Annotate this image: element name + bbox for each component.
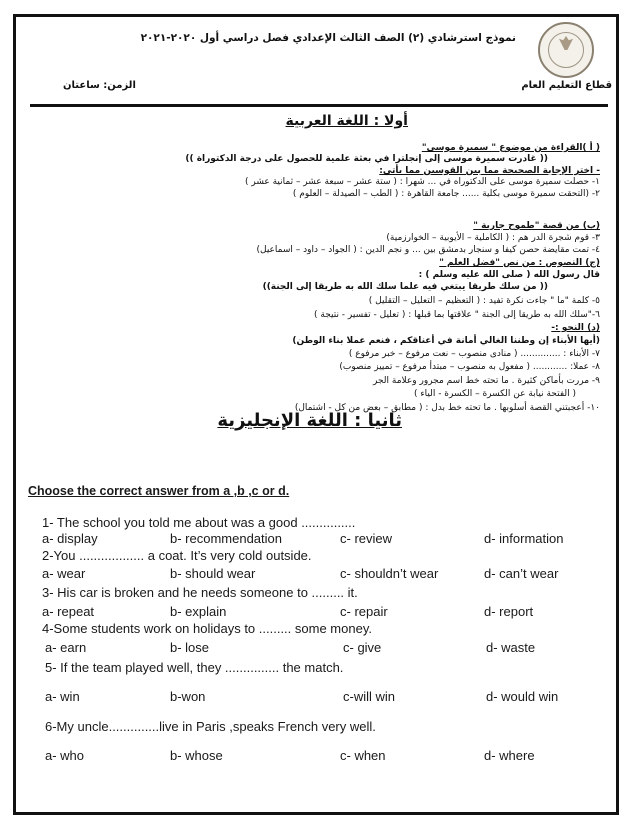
q5-option-d: d- would win (486, 689, 559, 704)
hadith-intro: قال رسول الله ( صلى الله عليه وسلم ) : (418, 270, 600, 280)
q3-option-a: a- repeat (42, 604, 95, 619)
ministry-seal-icon (538, 22, 594, 78)
english-question-5: 5- If the team played well, they ............... the match. (45, 660, 344, 675)
q2-option-d: d- can’t wear (484, 566, 559, 581)
english-question-4: 4-Some students work on holidays to ......... some money. (42, 621, 372, 636)
q1-option-a: a- display (42, 531, 98, 546)
arabic-question-6: ٦-"سلك الله به طريقا إلى الجنة " علاقتها بما قبلها : ( تعليل - تفسير - نتيجة ) (314, 310, 600, 320)
part-a-title: ( أ )القراءة من موضوع " سميرة موسى" (421, 143, 600, 153)
exam-title: نموذج استرشادي (٢) الصف الثالث الإعدادي فصل دراسي أول ٢٠٢٠-٢٠٢١ (140, 32, 516, 44)
hadith-text: (( من سلك طريقا يبتغي فيه علما سلك الله به طريقا إلى الجنة)) (262, 282, 548, 292)
grammar-quote: (أيها الأبناء إن وطننا الغالي أمانة في أعناقكم ، فنعم عملا بناء الوطن) (292, 336, 600, 346)
q4-option-c: c- give (343, 640, 382, 655)
arabic-question-3: ٣- قوم شجرة الدر هم : ( الكاملية – الأيوبية – الخوارزمية) (386, 233, 600, 243)
arabic-question-4: ٤- تمت مقايضة حصن كيفا و سنجار بدمشق بين ... و نجم الدين : ( الجواد – داود – اسماعيل) (256, 245, 600, 255)
english-instruction: Choose the correct answer from a ,b ,c or d. (28, 484, 290, 498)
header-divider (30, 104, 608, 107)
part-d-title: (د) النحو :- (551, 323, 600, 333)
q6-option-c: c- when (340, 748, 386, 763)
arabic-question-1: ١- حصلت سميرة موسى على الدكتوراه في ... شهرا : ( ستة عشر – سبعة عشر – ثمانية عشر ) (244, 177, 600, 187)
q5-option-c: c-will win (343, 689, 395, 704)
q6-option-a: a- who (45, 748, 85, 763)
q3-option-d: d- report (484, 604, 534, 619)
q6-option-b: b- whose (170, 748, 223, 763)
english-question-1: 1- The school you told me about was a good ............... (42, 515, 356, 530)
arabic-question-8: ٨- عملا: ............ ( مفعول به منصوب – مبتدأ مرفوع – تمييز منصوب) (339, 362, 600, 372)
exam-duration: الزمن: ساعتان (63, 80, 136, 91)
q4-option-a: a- earn (45, 640, 87, 655)
q2-option-a: a- wear (42, 566, 86, 581)
q4-option-b: b- lose (170, 640, 210, 655)
arabic-question-9: ٩- مررت بأماكن كثيرة . ما تحته خط اسم مجرور وعلامة الجر (373, 376, 600, 386)
arabic-question-2: ٢- (التحقت سميرة موسى بكلية ...... جامعة القاهرة : ( الطب – الصيدلة – العلوم ) (292, 189, 600, 199)
english-question-3: 3- His car is broken and he needs someone to ......... it. (42, 585, 358, 600)
q5-option-b: b-won (170, 689, 206, 704)
q6-option-d: d- where (484, 748, 535, 763)
english-section-title: ثانيا : اللغة الإنجليزية (217, 410, 402, 431)
q2-option-b: b- should wear (170, 566, 256, 581)
q3-option-c: c- repair (340, 604, 388, 619)
sector-label: قطاع التعليم العام (521, 80, 612, 91)
q2-option-c: c- shouldn’t wear (340, 566, 439, 581)
arabic-question-7: ٧- الأبناء : .............. ( منادى منصوب – نعت مرفوع – خبر مرفوع ) (348, 349, 600, 359)
arabic-question-10: ١٠- أعجبتني القصة أسلوبها . ما تحته خط بدل : ( مطابق – بعض من كل - اشتمال) (294, 403, 600, 413)
choose-instruction: - اختر الإجابة الصحيحة مما بين القوسين مما يأتي: (379, 166, 600, 176)
q4-option-d: d- waste (486, 640, 536, 655)
q1-option-b: b- recommendation (170, 531, 282, 546)
arabic-question-9-options: ( الفتحة نيابة عن الكسرة – الكسرة - الياء ) (414, 389, 576, 399)
q3-option-b: b- explain (170, 604, 227, 619)
part-b-title: (ب) من قصة "طموح جارية " (473, 221, 600, 231)
q1-option-d: d- information (484, 531, 564, 546)
part-a-quote: (( غادرت سميرة موسى إلى إنجلترا في بعثة علمية للحصول على درجة الدكتوراة )) (185, 154, 548, 164)
q1-option-c: c- review (340, 531, 393, 546)
arabic-question-5: ٥- كلمة "ما " جاءت نكرة تفيد : ( التعظيم – التعليل – التقليل ) (368, 296, 600, 306)
english-question-2: 2-You .................. a coat. It’s very cold outside. (42, 548, 312, 563)
q5-option-a: a- win (45, 689, 80, 704)
part-c-title: (ج) النصوص : من نص "فضل العلم " (439, 258, 600, 268)
arabic-section-title: أولا : اللغة العربية (285, 113, 408, 129)
english-question-6: 6-My uncle..............live in Paris ,speaks French very well. (45, 719, 376, 734)
